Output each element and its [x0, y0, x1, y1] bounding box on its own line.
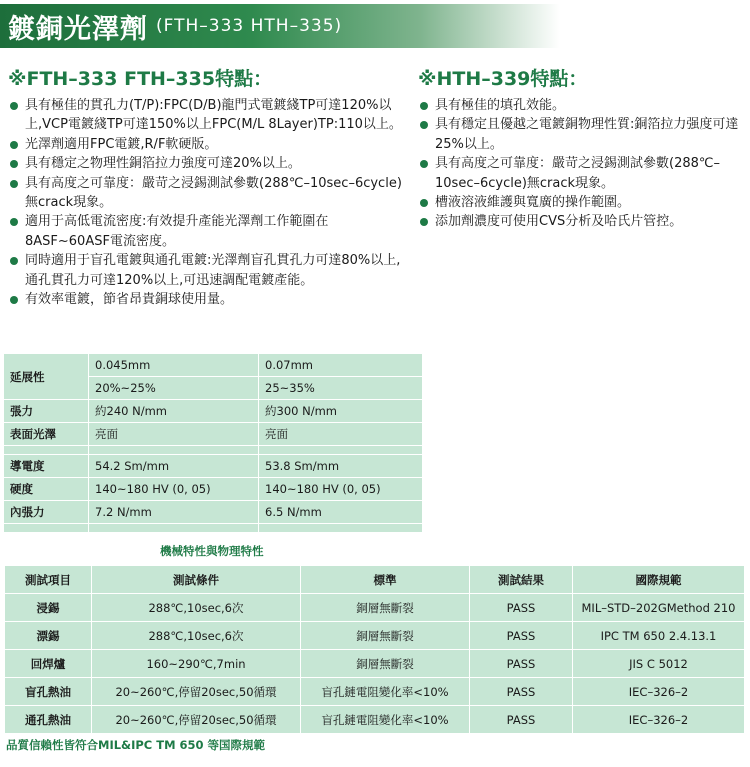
right-section-title: ※HTH–339特點：: [418, 68, 588, 90]
table-cell: 6.5 N/mm: [259, 501, 423, 524]
table-cell: 銅層無斷裂: [301, 622, 470, 650]
table-cell: 20~260℃,停留20sec,50循環: [92, 678, 301, 706]
table-row: [4, 501, 422, 524]
table-row: [4, 400, 422, 423]
table-cell: 浸錫: [5, 594, 92, 622]
list-item: 添加劑濃度可使用CVS分析及哈氏片管控。: [418, 212, 748, 231]
table-cell: 7.2 N/mm: [89, 501, 259, 524]
table-row: [4, 423, 422, 446]
table-cell: 回焊爐: [5, 650, 92, 678]
row-label: 硬度: [4, 478, 89, 501]
table-row: [5, 622, 745, 650]
row-label: 導電度: [4, 455, 89, 478]
list-item: 具有穩定之物理性銅箔拉力強度可達20%以上。: [8, 154, 403, 173]
right-bullet-list: [418, 96, 748, 232]
table-cell: 亮面: [259, 423, 423, 446]
table-row: [5, 594, 745, 622]
product-subtitle: (FTH–333 HTH–335): [156, 16, 343, 36]
table-cell: 銅層無斷裂: [301, 650, 470, 678]
table-cell: JIS C 5012: [573, 650, 745, 678]
table-row: [5, 650, 745, 678]
column-header: 測試條件: [92, 566, 301, 594]
table-cell: 53.8 Sm/mm: [259, 455, 423, 478]
table-cell: 54.2 Sm/mm: [89, 455, 259, 478]
table-cell: 288℃,10sec,6次: [92, 622, 301, 650]
table-cell: PASS: [470, 650, 573, 678]
table-cell: IPC TM 650 2.4.13.1: [573, 622, 745, 650]
table-cell: 25~35%: [259, 377, 423, 400]
list-item: 具有穩定且優越之電鍍銅物理性質:銅箔拉力强度可達25%以上。: [418, 115, 748, 154]
table-cell: MIL–STD–202GMethod 210: [573, 594, 745, 622]
table-cell: PASS: [470, 706, 573, 734]
list-item: 具有極佳的填孔效能。: [418, 96, 748, 115]
header-row: [5, 566, 745, 594]
row-label: 延展性: [4, 354, 89, 400]
table-cell: 亮面: [89, 423, 259, 446]
table-cell: 20~260℃,停留20sec,50循環: [92, 706, 301, 734]
title-banner: [0, 4, 560, 48]
column-header: 測試項目: [5, 566, 92, 594]
table-cell: 盲孔鏈電阻變化率<10%: [301, 706, 470, 734]
table-cell: 0.045mm: [89, 354, 259, 377]
left-bullet-list: [8, 96, 403, 309]
list-item: 適用于高低電流密度:有效提升產能光澤劑工作範圍在8ASF~60ASF電流密度。: [8, 212, 403, 251]
list-item: 光澤劑適用FPC電鍍,R/F軟硬版。: [8, 135, 403, 154]
table-cell: 140~180 HV (0, 05): [259, 478, 423, 501]
list-item: 同時適用于盲孔電鍍與通孔電鍍:光澤劑盲孔貫孔力可達80%以上,通孔貫孔力可達120%以上,可迅速調配電鍍產能。: [8, 251, 403, 290]
table-cell: 漂錫: [5, 622, 92, 650]
list-item: 具有高度之可靠度：嚴苛之浸錫測試參數(288℃–10sec–6cycle)無crack現象。: [8, 174, 403, 213]
table-row: [4, 478, 422, 501]
table-cell: IEC–326–2: [573, 678, 745, 706]
table-cell: 20%~25%: [89, 377, 259, 400]
footer-note: 品質信賴性皆符合MIL&IPC TM 650 等国際規範: [6, 738, 266, 752]
list-item: 槽液溶液維護與寬廣的操作範圍。: [418, 193, 748, 212]
spacer-row: [4, 446, 422, 455]
table-cell: 盲孔熱油: [5, 678, 92, 706]
table-cell: PASS: [470, 594, 573, 622]
table-row: [5, 706, 745, 734]
column-header: 標準: [301, 566, 470, 594]
table-cell: 約240 N/mm: [89, 400, 259, 423]
spacer-row: [4, 524, 422, 533]
table-row: [4, 354, 422, 377]
table-cell: 0.07mm: [259, 354, 423, 377]
row-label: 內張力: [4, 501, 89, 524]
table-cell: 盲孔鏈電阻變化率<10%: [301, 678, 470, 706]
row-label: 張力: [4, 400, 89, 423]
column-header: 國際規範: [573, 566, 745, 594]
table-cell: 160~290℃,7min: [92, 650, 301, 678]
row-label: 表面光澤: [4, 423, 89, 446]
list-item: 有效率電鍍，節省昂貴銅球使用量。: [8, 290, 403, 309]
table-cell: PASS: [470, 622, 573, 650]
table-cell: PASS: [470, 678, 573, 706]
reliability-test-table: [4, 565, 745, 734]
table-cell: 約300 N/mm: [259, 400, 423, 423]
table-cell: 通孔熱油: [5, 706, 92, 734]
table-row: [5, 678, 745, 706]
properties-caption: 機械特性與物理特性: [160, 544, 264, 558]
product-title: 鍍銅光澤劑: [8, 13, 148, 45]
table-cell: 140~180 HV (0, 05): [89, 478, 259, 501]
left-section-title: ※FTH–333 FTH–335特點：: [8, 68, 273, 90]
table-row: [4, 455, 422, 478]
table-cell: IEC–326–2: [573, 706, 745, 734]
list-item: 具有高度之可靠度：嚴苛之浸錫測試參數(288℃–10sec–6cycle)無crack現象。: [418, 154, 748, 193]
properties-table: [4, 354, 422, 533]
table-cell: 銅層無斷裂: [301, 594, 470, 622]
list-item: 具有極佳的貫孔力(T/P):FPC(D/B)龍門式電鍍綫TP可達120%以上,VCP電鍍綫TP可達150%以上FPC(M/L 8Layer)TP:110以上。: [8, 96, 403, 135]
table-cell: 288℃,10sec,6次: [92, 594, 301, 622]
column-header: 測試結果: [470, 566, 573, 594]
